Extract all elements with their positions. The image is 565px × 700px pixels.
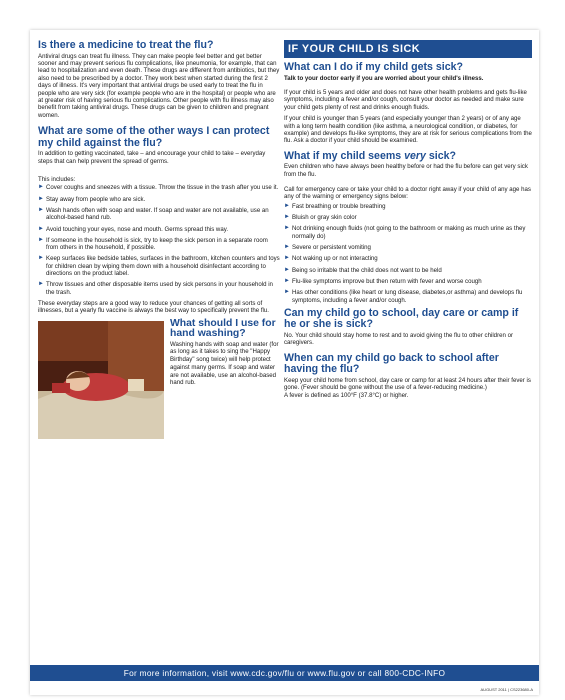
fever-definition: A fever is defined as 100°F (37.8°C) or higher. xyxy=(284,392,409,400)
footer-banner xyxy=(30,665,539,681)
protect-intro: In addition to getting vaccinated, take – and encourage your child to take – everyday steps that can help prevent the spread of germs. xyxy=(38,150,266,165)
protect-closing: These everyday steps are a good way to reduce your chances of getting all sorts of illnesses, but a yearly flu vaccine is always the best way to specifically prevent the flu. xyxy=(38,299,269,315)
list-item: ► Wash hands often with soap and water. If soap and water are not available, use an alcohol-based hand rub. xyxy=(38,206,269,222)
list-item: ► Not drinking enough fluids (not going to the bathroom or making as much urine as they normally do) xyxy=(284,225,526,240)
emergency-text: Call for emergency care or take your child to a doctor right away if your child of any age has any of the warning or emergency signs below: xyxy=(284,186,531,201)
back-to-school-body: Keep your child home from school, day care or camp for at least 24 hours after their fever is gone. (Fever should be gone without the use of a fever-reducing medicine.) xyxy=(284,376,531,392)
right-column xyxy=(284,40,532,404)
medicine-heading: Is there a medicine to treat the flu? xyxy=(38,39,214,51)
very-sick-intro: Even children who have always been healthy before or had the flu before can get very sick from the flu. xyxy=(284,163,528,178)
list-item: ► If someone in the household is sick, try to keep the sick person in a separate room from others in the household, if possible. xyxy=(38,236,268,252)
what-can-i-do-lead: Talk to your doctor early if you are worried about your child's illness. xyxy=(284,74,484,82)
handwashing-text xyxy=(170,319,281,391)
arrow-icon: ► xyxy=(284,255,290,262)
arrow-icon: ► xyxy=(284,202,290,209)
arrow-icon: ► xyxy=(284,214,290,221)
flyer-page xyxy=(30,30,539,695)
includes-label: This includes: xyxy=(38,175,76,183)
arrow-icon: ► xyxy=(38,195,44,202)
arrow-icon: ► xyxy=(38,236,44,243)
sick-child-photo xyxy=(38,321,164,439)
document-code: AUGUST 2011 | CS223680-A xyxy=(480,687,533,692)
list-item: ► Not waking up or not interacting xyxy=(284,255,378,263)
list-item: ► Stay away from people who are sick. xyxy=(38,195,146,203)
handwashing-section xyxy=(38,319,281,449)
list-item: ► Bluish or gray skin color xyxy=(284,214,357,222)
list-item: ► Keep surfaces like bedside tables, surfaces in the bathroom, kitchen counters and toys for children clean by wiping them down with a household disinfectant according to directions on the product label. xyxy=(38,255,280,278)
arrow-icon: ► xyxy=(38,184,44,191)
arrow-icon: ► xyxy=(284,266,290,273)
arrow-icon: ► xyxy=(284,225,290,232)
very-sick-heading: What if my child seems very sick? xyxy=(284,149,456,162)
list-item: ► Flu-like symptoms improve but then return with fever and worse cough xyxy=(284,277,482,285)
footer-info-text: For more information, visit www.cdc.gov/flu or www.flu.gov or call 800-CDC-INFO xyxy=(123,668,446,678)
list-item: ► Being so irritable that the child does not want to be held xyxy=(284,266,442,274)
list-item: ► Fast breathing or trouble breathing xyxy=(284,202,386,210)
list-item: ► Has other conditions (like heart or lung disease, diabetes,or asthma) and develops flu symptoms, including a fever and/or cough. xyxy=(284,289,523,304)
handwashing-heading: What should I use for hand washing? xyxy=(170,317,276,340)
arrow-icon: ► xyxy=(38,225,44,232)
sick-child-illustration xyxy=(38,321,164,439)
arrow-icon: ► xyxy=(284,289,290,296)
left-column xyxy=(38,40,281,449)
warning-signs-list xyxy=(284,203,532,304)
school-body: No. Your child should stay home to rest and to avoid giving the flu to other children or caregivers. xyxy=(284,331,513,347)
sick-child-banner: IF YOUR CHILD IS SICK xyxy=(284,40,532,58)
arrow-icon: ► xyxy=(284,277,290,284)
arrow-icon: ► xyxy=(38,206,44,213)
handwashing-body: Washing hands with soap and water (for as long as it takes to sing the "Happy Birthday" song twice) will help protect against many germs. If soap and water are not available, use an alcohol-based hand rub. xyxy=(170,340,279,387)
protect-heading: What are some of the other ways I can protect my child against the flu? xyxy=(38,125,270,149)
arrow-icon: ► xyxy=(284,244,290,251)
list-item: ► Severe or persistent vomiting xyxy=(284,244,371,252)
list-item: ► Avoid touching your eyes, nose and mouth. Germs spread this way. xyxy=(38,225,229,233)
arrow-icon: ► xyxy=(38,255,44,262)
list-item: ► Cover coughs and sneezes with a tissue. Throw the tissue in the trash after you use it. xyxy=(38,184,279,192)
back-to-school-heading: When can my child go back to school after having the flu? xyxy=(284,351,499,376)
what-can-i-do-heading: What can I do if my child gets sick? xyxy=(284,61,463,73)
list-item: ► Throw tissues and other disposable items used by sick persons in your household in the trash. xyxy=(38,281,273,296)
medicine-body: Antiviral drugs can treat flu illness. They can make people feel better and get better sooner and may prevent serious flu complications, like pneumonia, for example, that can lead to hospitalization and even death. These drugs are different from antibiotics, but they also need to be prescribed by a doctor. They work best when started during the first 2 days of illness. It's very important that antiviral drugs be used early to treat the flu in people who are very sick (for example people who are in the hospital) or people who are at greater risk of having serious flu complications. Other people with flu illness may also benefit from taking antiviral drugs. These drugs can be given to children and pregnant women. xyxy=(38,52,280,119)
arrow-icon: ► xyxy=(38,281,44,288)
younger-child-paragraph: If your child is younger than 5 years (and especially younger than 2 years) or of any age with a long term health condition (like asthma, a neurological condition, or diabetes, for example) and develops flu-like symptoms, they are at risk for serious complications from the flu. Ask a doctor if your child should be examined. xyxy=(284,115,532,145)
older-child-paragraph: If your child is 5 years and older and does not have other health problems and gets flu-like symptoms, including a fever and/or cough, consult your doctor as needed and make sure your child gets plenty of rest and drinks enough fluids. xyxy=(284,88,527,111)
prevention-list xyxy=(38,184,281,296)
school-heading: Can my child go to school, day care or camp if he or she is sick? xyxy=(284,306,519,331)
